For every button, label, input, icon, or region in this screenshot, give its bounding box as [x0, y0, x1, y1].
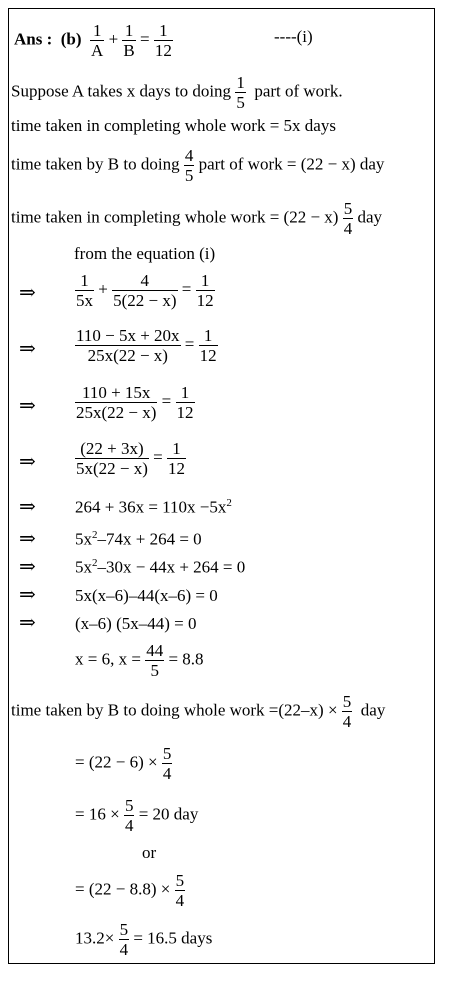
- implies-arrow-1: ⇒: [19, 282, 36, 304]
- result-step-2: = 16 × $\frac{5}{4}$ = 20 day: [75, 796, 199, 835]
- implies-arrow-6: ⇒: [19, 528, 36, 550]
- equation-tag: ----(i): [274, 27, 313, 46]
- equation-roots: x = 6, x = $\frac{44}{5}$ = 8.8: [75, 641, 204, 680]
- equation-step-4: $\frac{(22 + 3x)}{5x(22 - x)}$ = $\frac{1}{12}$: [76, 439, 186, 478]
- implies-arrow-5: ⇒: [19, 496, 36, 518]
- equation-step-2: $\frac{110 - 5x + 20x}{25x(22 - x)}$ = $\frac{1}{12}$: [76, 326, 217, 365]
- ans-label: Ans :: [14, 29, 53, 49]
- text-line-a-whole-work: time taken in completing whole work = 5x days: [11, 116, 336, 135]
- equation-step-7: $5x^2-30x - 44x + 264 = 0$: [75, 557, 246, 577]
- text-line-b-doing-whole-work: time taken by B to doing whole work =(22–x) × $\frac{5}{4}$ day: [11, 692, 386, 731]
- implies-arrow-7: ⇒: [19, 556, 36, 578]
- implies-arrow-9: ⇒: [19, 612, 36, 634]
- fraction-1-over-12: $\frac{1}{12}$: [154, 21, 172, 60]
- text-line-b-whole-work: time taken in completing whole work = (22 − x) $\frac{5}{4}$ day: [11, 199, 383, 238]
- fraction-5-over-4: $\frac{5}{4}$: [343, 199, 353, 238]
- text-line-from-equation: from the equation (i): [74, 244, 216, 263]
- text-line-b-part-work: time taken by B to doing $\frac{4}{5}$ part of work = (22 − x) day: [11, 146, 385, 185]
- ans-option: (b): [60, 29, 82, 49]
- equation-step-5: $264 + 36x = 110x -5x^2$: [75, 497, 232, 517]
- equation-step-1: $\frac{1}{5x}$ + $\frac{4}{5(22 - x)}$ = $\frac{1}{12}$: [76, 271, 214, 310]
- or-separator: or: [142, 843, 157, 862]
- text-line-suppose: Suppose A takes x days to doing $\frac{1}{5}$ part of work.: [11, 73, 343, 112]
- fraction-1-over-a: $\frac{1}{A}$: [91, 21, 104, 60]
- answer-box: [8, 8, 435, 964]
- answer-header: Ans : (b) $\frac{1}{A}$ + $\frac{1}{B}$ = $\frac{1}{12}$: [14, 21, 172, 60]
- result-step-3: = (22 − 8.8) × $\frac{5}{4}$: [75, 871, 185, 910]
- fraction-4-over-5: $\frac{4}{5}$: [184, 146, 194, 185]
- equation-step-3: $\frac{110 + 15x}{25x(22 - x)}$ = $\frac{1}{12}$: [76, 383, 194, 422]
- implies-arrow-4: ⇒: [19, 451, 36, 473]
- result-step-1: = (22 − 6) × $\frac{5}{4}$: [75, 744, 172, 783]
- equation-step-9: (x–6) (5x–44) = 0: [75, 614, 197, 633]
- result-step-4: 13.2× $\frac{5}{4}$ = 16.5 days: [75, 920, 213, 959]
- fraction-1-over-b: $\frac{1}{B}$: [123, 21, 135, 60]
- equation-step-6: $5x^2-74x + 264 = 0$: [75, 529, 202, 549]
- equation-step-8: 5x(x–6)–44(x–6) = 0: [75, 586, 218, 605]
- implies-arrow-8: ⇒: [19, 584, 36, 606]
- fraction-1-over-5: $\frac{1}{5}$: [236, 73, 245, 112]
- implies-arrow-3: ⇒: [19, 395, 36, 417]
- implies-arrow-2: ⇒: [19, 338, 36, 360]
